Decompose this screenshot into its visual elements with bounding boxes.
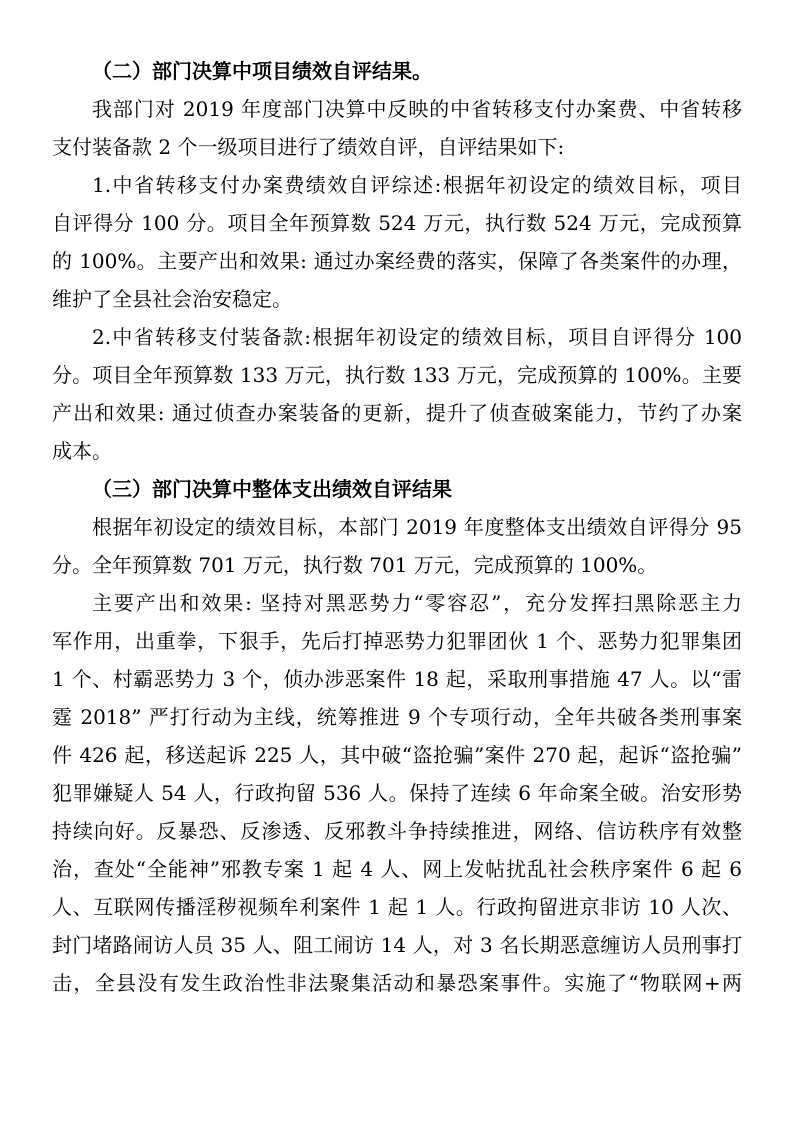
section-heading-project-evaluation: （二）部门决算中项目绩效自评结果。 — [92, 59, 432, 83]
paragraph-outcomes — [52, 584, 742, 1002]
paragraph-item-2 — [52, 318, 742, 470]
text-line: 击，全县没有发生政治性非法聚集活动和暴恐案事件。实施了“物联网+两 — [52, 971, 742, 995]
paragraph-summary — [52, 508, 742, 584]
text-line: 支付装备款 2 个一级项目进行了绩效自评，自评结果如下: — [52, 135, 565, 159]
text-line: 持续向好。反暴恐、反渗透、反邪教斗争持续推进，网络、信访秩序有效整 — [52, 819, 742, 843]
text-line: 1 个、村霸恶势力 3 个，侦办涉恶案件 18 起，采取刑事措施 47 人。以“雷 — [52, 667, 742, 691]
document-body — [52, 52, 742, 1002]
text-line: 维护了全县社会治安稳定。 — [52, 287, 292, 311]
section-heading-overall-evaluation: （三）部门决算中整体支出绩效自评结果 — [92, 477, 452, 501]
text-line: 我部门对 2019 年度部门决算中反映的中省转移支付办案费、中省转移 — [92, 97, 742, 121]
text-line: 件 426 起，移送起诉 225 人，其中破“盗抢骗”案件 270 起，起诉“盗抢骗” — [52, 743, 742, 767]
text-line: 治，查处“全能神”邪教专案 1 起 4 人、网上发帖扰乱社会秩序案件 6 起 6 — [52, 857, 742, 881]
text-line: 犯罪嫌疑人 54 人，行政拘留 536 人。保持了连续 6 年命案全破。治安形势 — [52, 781, 742, 805]
text-line: 1.中省转移支付办案费绩效自评综述:根据年初设定的绩效目标，项目 — [92, 173, 742, 197]
paragraph-item-1 — [52, 166, 742, 318]
text-line: 封门堵路闹访人员 35 人、阻工闹访 14 人，对 3 名长期恶意缠访人员刑事打 — [52, 933, 742, 957]
text-line: 主要产出和效果: 坚持对黑恶势力“零容忍”，充分发挥扫黑除恶主力 — [92, 591, 742, 615]
text-line: 军作用，出重拳，下狠手，先后打掉恶势力犯罪团伙 1 个、恶势力犯罪集团 — [52, 629, 742, 653]
text-line: 产出和效果: 通过侦查办案装备的更新，提升了侦查破案能力，节约了办案 — [52, 401, 742, 425]
text-line: 分。项目全年预算数 133 万元，执行数 133 万元，完成预算的 100%。主要 — [52, 363, 742, 387]
text-line: 成本。 — [52, 439, 112, 463]
text-line: 霆 2018” 严打行动为主线，统筹推进 9 个专项行动，全年共破各类刑事案 — [52, 705, 742, 729]
text-line: 分。全年预算数 701 万元，执行数 701 万元，完成预算的 100%。 — [52, 553, 658, 577]
text-line: 的 100%。主要产出和效果: 通过办案经费的落实，保障了各类案件的办理， — [52, 249, 742, 273]
text-line: 人、互联网传播淫秽视频牟利案件 1 起 1 人。行政拘留进京非访 10 人次、 — [52, 895, 742, 919]
text-line: 2.中省转移支付装备款:根据年初设定的绩效目标，项目自评得分 100 — [92, 325, 742, 349]
text-line: 根据年初设定的绩效目标，本部门 2019 年度整体支出绩效自评得分 95 — [92, 515, 742, 539]
paragraph-intro — [52, 90, 742, 166]
text-line: 自评得分 100 分。项目全年预算数 524 万元，执行数 524 万元，完成预算 — [52, 211, 742, 235]
